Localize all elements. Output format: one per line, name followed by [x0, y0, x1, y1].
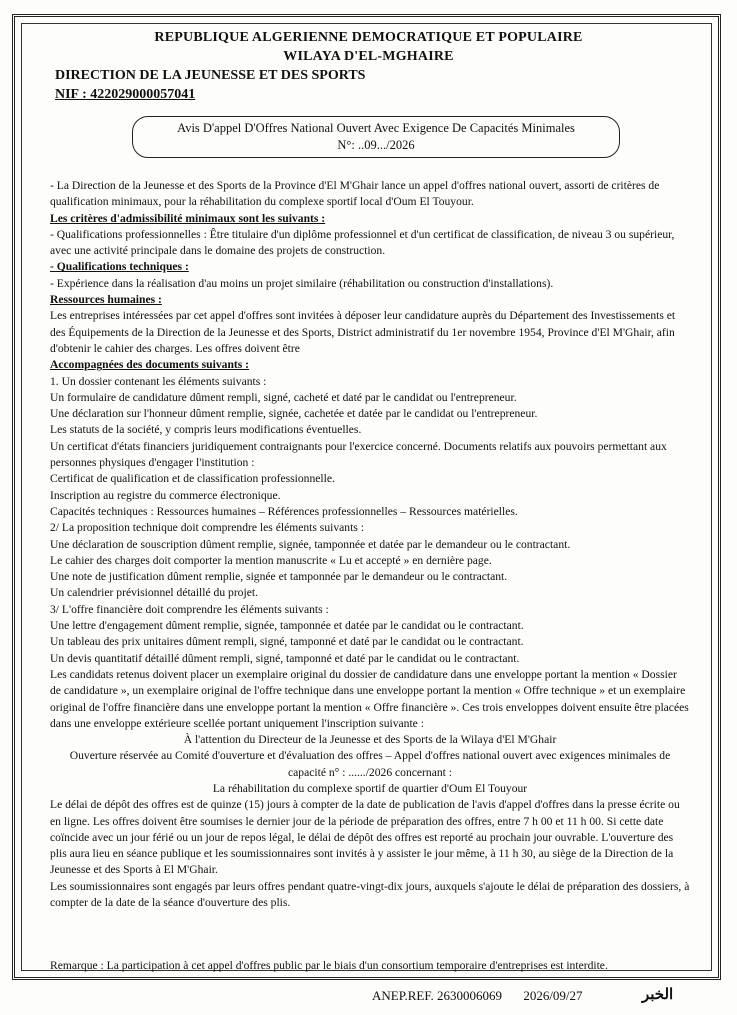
submission-paragraph: Les entreprises intéressées par cet appel d'offres sont invitées à déposer leur candidature auprès du Département des Investissements et des Équipements de la Direction de la Jeunesse et des Sports, District administratif du 1er novembre 1954, Province d'El M'Ghair, afin d'obtenir le cahier des charges. Les offres doivent être [50, 309, 676, 355]
list-item: Un devis quantitatif détaillé dûment rempli, signé, tamponné et daté par le candidat ou le contractant. [50, 651, 520, 665]
notice-title-box [132, 116, 620, 158]
list-item: Un certificat d'états financiers juridiquement contraignants pour l'exercice concerné. Documents relatifs aux pouvoirs permettant aux personnes physiques d'engager l'institution : [50, 439, 667, 470]
criteria-heading: Les critères d'admissibilité minimaux sont les suivants : [50, 211, 326, 225]
list-item: Les statuts de la société, y compris leurs modifications éventuelles. [50, 423, 362, 437]
list-item: Certificat de qualification et de classification professionnelle. [50, 472, 335, 486]
list-item: Un calendrier prévisionnel détaillé du projet. [50, 586, 258, 600]
wilaya-heading: WILAYA D'EL-MGHAIRE [283, 49, 454, 64]
list-item: Un tableau des prix unitaires dûment rempli, signé, tamponné et daté par le candidat ou le contractant. [50, 635, 524, 649]
documents-heading: Accompagnées des documents suivants : [50, 358, 250, 372]
notice-number: N°: ..09.../2026 [337, 138, 415, 152]
list-item: Une lettre d'engagement dûment remplie, signée, tamponnée et datée par le candidat ou le contractant. [50, 619, 524, 633]
republic-heading: REPUBLIQUE ALGERIENNE DEMOCRATIQUE ET POPULAIRE [154, 30, 583, 45]
envelope-instructions: Les candidats retenus doivent placer un exemplaire original du dossier de candidature dans une enveloppe portant la mention « Dossier de candidature », un exemplaire original de l'offre technique dans une enveloppe portant la mention « Offre technique » et un exemplaire original de l'offre financière dans une enveloppe portant la mention « Offre financière ». Ces trois enveloppes doivent ensuite être placées dans une enveloppe extérieure scellée portant uniquement l'inscription suivante : [50, 667, 689, 730]
list-item: Une déclaration de souscription dûment remplie, signée, tamponnée et datée par le demandeur ou le contractant. [50, 537, 571, 551]
experience-requirement: - Expérience dans la réalisation d'au moins un projet similaire (réhabilitation ou construction d'installations). [50, 276, 554, 290]
remark-note: Remarque : La participation à cet appel d'offres public par le biais d'un consortium temporaire d'entreprises est interdite. [50, 959, 608, 972]
list-item: Capacités techniques : Ressources humaines – Références professionnelles – Ressources matérielles. [50, 504, 518, 518]
professional-qualifications: - Qualifications professionnelles : Être titulaire d'un diplôme professionnel et d'un certificat de classification, de niveau 3 ou supérieur, avec une activité principale dans le domaine des projets de construction. [50, 227, 675, 258]
publication-date: 2026/09/27 [523, 988, 583, 1003]
technical-qualifications-heading: - Qualifications techniques : [50, 260, 189, 274]
list-item: Une note de justification dûment remplie, signée et tamponnée par le demandeur ou le contractant. [50, 570, 508, 584]
notice-title: Avis D'appel D'Offres National Ouvert Avec Exigence De Capacités Minimales [177, 121, 575, 135]
list-item: 3/ L'offre financière doit comprendre les éléments suivants : [50, 602, 329, 616]
envelope-project: La réhabilitation du complexe sportif de quartier d'Oum El Touyour [212, 781, 528, 795]
notice-body [50, 178, 690, 911]
nif-number: NIF : 422029000057041 [55, 87, 196, 102]
direction-heading: DIRECTION DE LA JEUNESSE ET DES SPORTS [55, 68, 366, 83]
newspaper-logo: الخبر [642, 987, 674, 1003]
envelope-committee: Ouverture réservée au Comité d'ouverture et d'évaluation des offres – Appel d'offres national ouvert avec exigences minimales de capacité n° : ....../2026 concernant : [69, 749, 671, 779]
intro-paragraph: - La Direction de la Jeunesse et des Sports de la Province d'El M'Ghair lance un appel d'offres national ouvert, assorti de critères de qualification minimaux, pour la réhabilitation du complexe sportif local d'Oum El Touyour. [50, 179, 660, 209]
list-item: Un formulaire de candidature dûment rempli, signé, cacheté et daté par le candidat ou l'entrepreneur. [50, 390, 517, 404]
deadline-paragraph: Le délai de dépôt des offres est de quinze (15) jours à compter de la date de publication de l'avis d'appel d'offres dans la presse écrite ou en ligne. Les offres doivent être soumises le dernier jour de la période de préparation des offres, entre 7 h 00 et 11 h 00. Si cette date coïncide avec un jour férié ou un jour de repos légal, le délai de dépôt des offres est reporté au prochain jour ouvrable. L'ouverture des plis aura lieu en séance publique et les soumissionnaires sont invités à y assister le jour même, à 11 h 30, au siège de la Direction de la Jeunesse et des Sports à El M'Ghair. [50, 798, 680, 877]
list-item: 1. Un dossier contenant les éléments suivants : [50, 374, 267, 388]
list-item: Inscription au registre du commerce électronique. [50, 488, 281, 502]
validity-paragraph: Les soumissionnaires sont engagés par leurs offres pendant quatre-vingt-dix jours, auxquels s'ajoute le délai de préparation des dossiers, à compter de la date de la séance d'ouverture des plis. [50, 879, 690, 910]
anep-reference: ANEP.REF. 2630006069 [372, 988, 503, 1003]
list-item: 2/ La proposition technique doit comprendre les éléments suivants : [50, 521, 364, 535]
footer [372, 988, 601, 1004]
list-item: Le cahier des charges doit comporter la mention manuscrite « Lu et accepté » en dernière page. [50, 553, 492, 567]
envelope-address: À l'attention du Directeur de la Jeunesse et des Sports de la Wilaya d'El M'Ghair [183, 733, 557, 747]
human-resources-heading: Ressources humaines : [50, 293, 162, 307]
list-item: Une déclaration sur l'honneur dûment remplie, signée, cachetée et datée par le candidat ou l'entrepreneur. [50, 407, 538, 421]
